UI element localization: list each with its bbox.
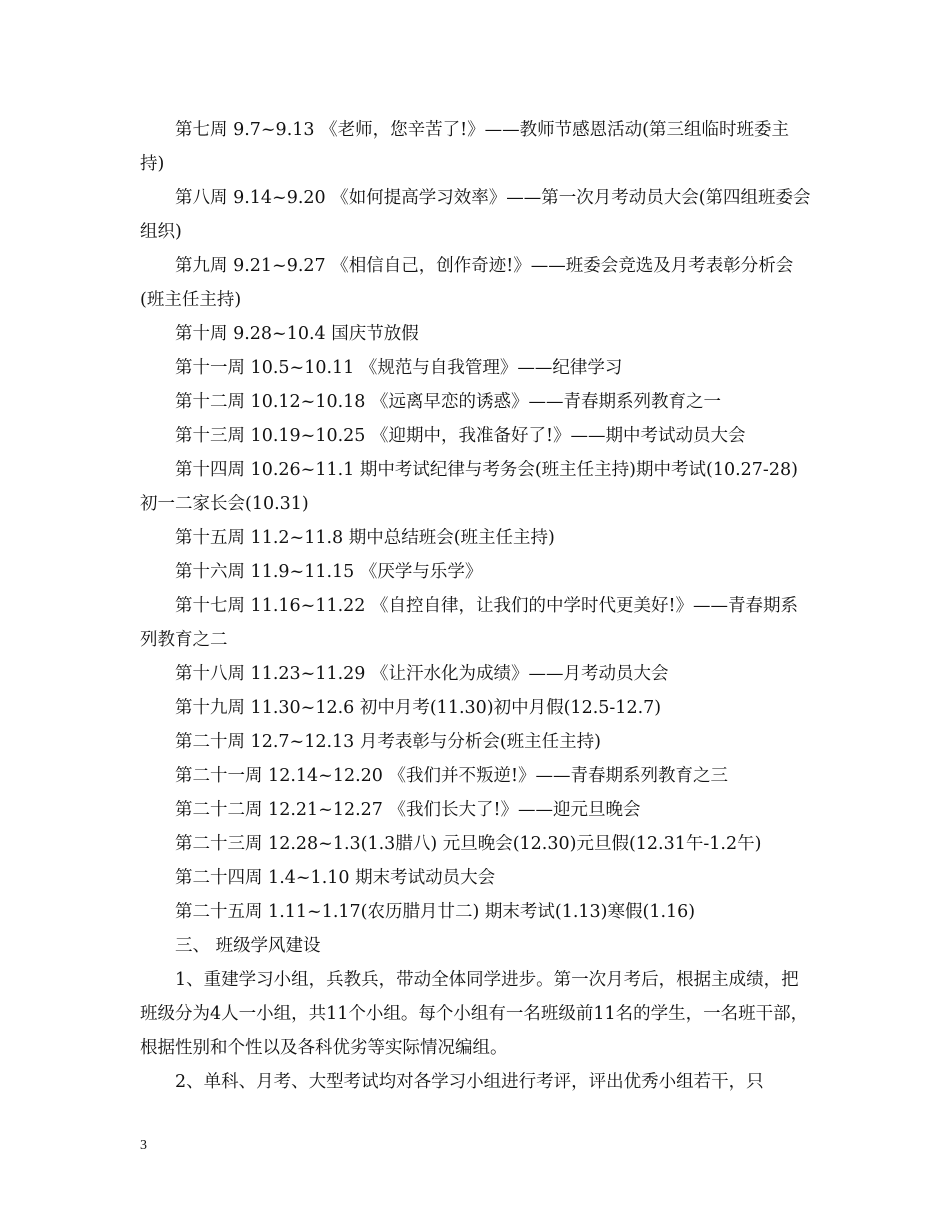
paragraph-week-20: 第二十周 12.7~12.13 月考表彰与分析会(班主任主持) [175, 732, 602, 752]
paragraph-week-16: 第十六周 11.9~11.15 《厌学与乐学》 [175, 562, 483, 582]
section-heading: 三、 班级学风建设 [175, 936, 321, 956]
paragraph-week-7: 第七周 9.7~9.13 《老师，您辛苦了!》——教师节感恩活动(第三组临时班委主持) [140, 120, 789, 174]
paragraph-week-14: 第十四周 10.26~11.1 期中考试纪律与考务会(班主任主持)期中考试(10.27-28)初一二家长会(10.31) [140, 460, 798, 514]
page-number: 3 [140, 1138, 147, 1153]
paragraph-week-11: 第十一周 10.5~10.11 《规范与自我管理》——纪律学习 [175, 358, 623, 378]
paragraph-week-17: 第十七周 11.16~11.22 《自控自律，让我们的中学时代更美好!》——青春期系列教育之二 [140, 596, 799, 650]
paragraph-week-21: 第二十一周 12.14~12.20 《我们并不叛逆!》——青春期系列教育之三 [175, 766, 729, 786]
paragraph-week-24: 第二十四周 1.4~1.10 期末考试动员大会 [175, 868, 496, 888]
paragraph-week-19: 第十九周 11.30~12.6 初中月考(11.30)初中月假(12.5-12.7) [175, 698, 662, 718]
paragraph-week-15: 第十五周 11.2~11.8 期中总结班会(班主任主持) [175, 528, 555, 548]
paragraph-week-13: 第十三周 10.19~10.25 《迎期中，我准备好了!》——期中考试动员大会 [175, 426, 746, 446]
paragraph-week-9: 第九周 9.21~9.27 《相信自己，创作奇迹!》——班委会竞选及月考表彰分析会(班主任主持) [140, 256, 794, 310]
paragraph-week-18: 第十八周 11.23~11.29 《让汗水化为成绩》——月考动员大会 [175, 664, 669, 684]
paragraph-week-10: 第十周 9.28~10.4 国庆节放假 [175, 324, 419, 344]
paragraph-week-22: 第二十二周 12.21~12.27 《我们长大了!》——迎元旦晚会 [175, 800, 641, 820]
paragraph-week-12: 第十二周 10.12~10.18 《远离早恋的诱惑》——青春期系列教育之一 [175, 392, 721, 412]
body-text [140, 113, 812, 1099]
paragraph-week-25: 第二十五周 1.11~1.17(农历腊月廿二) 期末考试(1.13)寒假(1.16) [175, 902, 696, 922]
paragraph-item-2: 2、单科、月考、大型考试均对各学习小组进行考评，评出优秀小组若干，只 [175, 1072, 764, 1092]
paragraph-week-8: 第八周 9.14~9.20 《如何提高学习效率》——第一次月考动员大会(第四组班委会组织) [140, 188, 811, 242]
paragraph-item-1: 1、重建学习小组，兵教兵，带动全体同学进步。第一次月考后，根据主成绩，把班级分为4人一小组，共11个小组。每个小组有一名班级前11名的学生，一名班干部，根据性别和个性以及各科优劣等实际情况编组。 [140, 970, 809, 1058]
paragraph-week-23: 第二十三周 12.28~1.3(1.3腊八) 元旦晚会(12.30)元旦假(12.31午-1.2午) [175, 834, 762, 854]
